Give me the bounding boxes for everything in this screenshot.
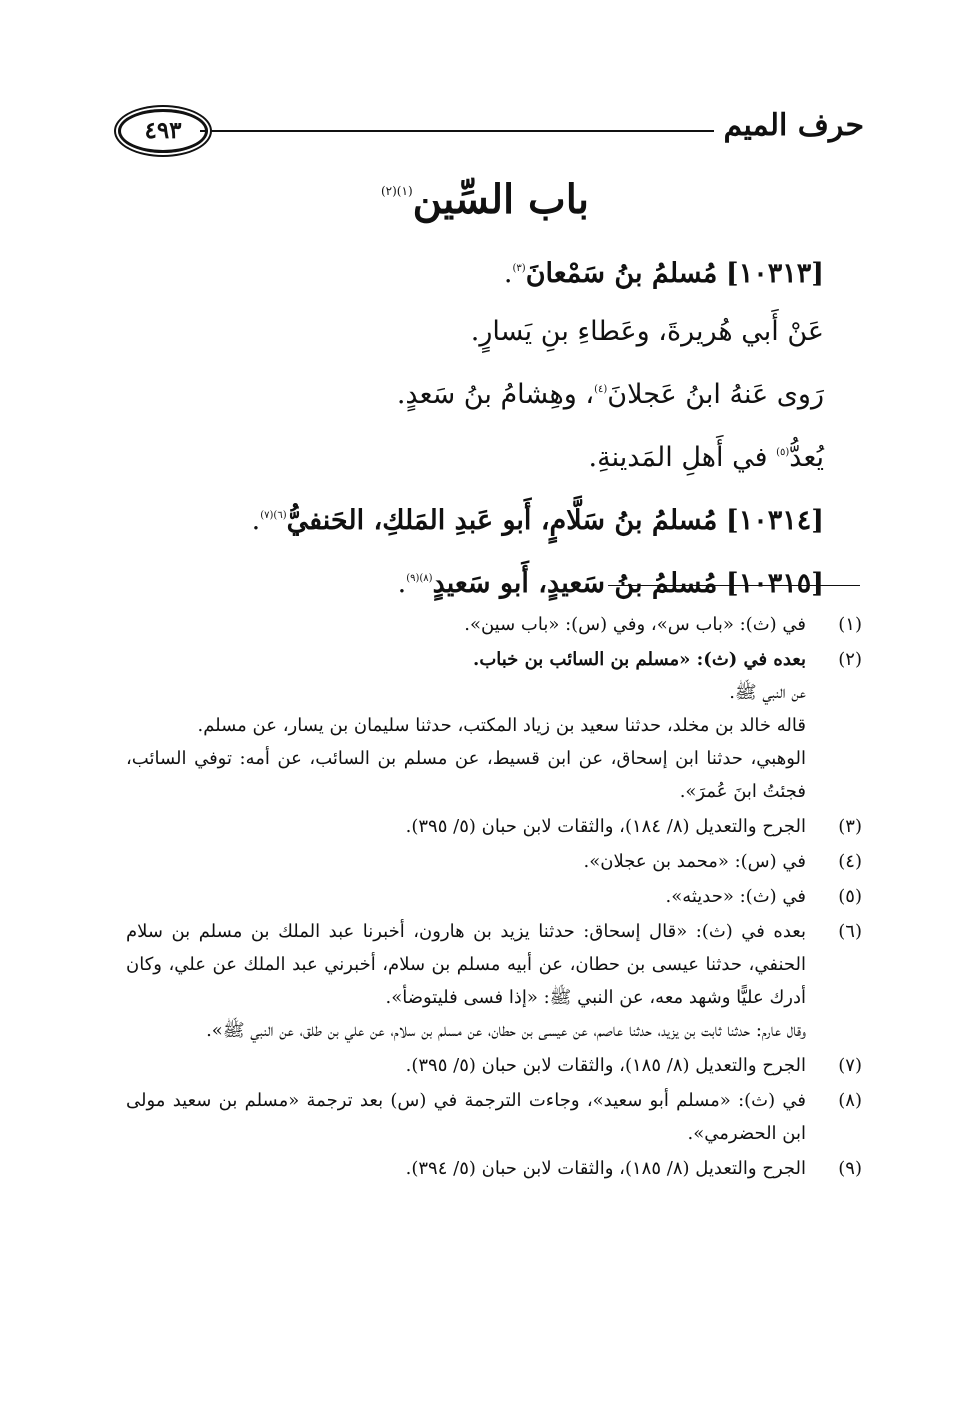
footnote-text: بعده في (ث): «قال إسحاق: حدثنا يزيد بن هارون، أخبرنا عبد الملك بن مسلم بن سلام الحنفي، حدثنا عيسى بن حطان، عن أبيه مسلم بن سلام، أخبرني عبد الملك عن علي، وكان أدرك عليًّا وشهد معه، عن النبي ﷺ: «إذا فسى فليتوضأ». [126,921,806,1008]
footnote-number: (٢) [838,649,862,670]
footnote-8 [126,1084,862,1150]
footnote-text: في (ث): «حديثه». [665,886,806,907]
footnote-number: (٤) [838,851,862,872]
entry-10313-line-3 [134,424,824,487]
footnote-number: (٦) [838,921,862,942]
footnote-1 [126,608,862,641]
footnote-separator [608,585,860,586]
footnote-7 [126,1049,862,1082]
entry-10313-line-1 [134,303,824,361]
entry-10315-heading [134,550,824,613]
footnote-ref: (٥) [776,447,790,458]
footnote-number: (٣) [838,816,862,837]
running-header [118,106,864,152]
footnote-ref: (٦)(٧) [260,510,287,521]
header-rule [200,130,714,132]
page-number: ٤٩٣ [118,109,208,153]
section-name: حرف الميم [723,108,864,143]
entry-text: عَنْ أَبي هُريرةَ، وعَطاءِ بنِ يَسارٍ. [470,316,824,347]
footnote-text: وقال عارم: حدثنا ثابت بن يزيد، حدثنا عاصم، عن عيسى بن حطان، عن مسلم بن سلام، عن علي بن طلق، عن النبي ﷺ». [206,1020,806,1041]
footnote-2 [126,643,862,808]
footnote-text: الجرح والتعديل (٨/ ١٨٥)، والثقات لابن حبان (٥/ ٣٩٤). [405,1158,806,1179]
entry-end: . [503,258,513,289]
chapter-title [0,160,970,231]
footnote-text: بعده في (ث): «مسلم بن السائب بن خباب. [473,649,806,670]
footnote-number: (٧) [838,1055,862,1076]
entry-text: في أَهلِ المَدينةِ. [588,442,777,473]
entry-name: مُسلمُ بنُ سَعيدٍ، أَبو سَعيدٍ [432,568,718,599]
footnote-text: الوهبي، حدثنا ابن إسحاق، عن ابن قسيط، عن مسلم بن السائب، عن أمه: توفي السائب، فجئتُ ابنَ عُمرَ». [126,748,806,802]
entry-name: مُسلمُ بنُ سَلَّامٍ، أَبو عَبدِ المَلكِ، الحَنفيُّ [286,505,718,536]
entry-end: . [397,568,407,599]
entry-text: رَوى عَنهُ ابنُ عَجلانَ [607,379,824,410]
footnote-ref: (٣) [512,263,526,274]
entry-number: [١٠٣١٥] [725,568,824,599]
footnote-text: الجرح والتعديل (٨/ ١٨٤)، والثقات لابن حبان (٥/ ٣٩٥). [405,816,806,837]
footnote-text: قاله خالد بن مخلد، حدثنا سعيد بن زياد المكتب، حدثنا سليمان بن يسار، عن مسلم. [197,715,806,736]
footnote-text: في (س): «محمد بن عجلان». [583,851,806,872]
footnote-text: عن النبي ﷺ. [729,682,806,703]
entry-name: مُسلمُ بنُ سَمْعانَ [525,258,718,289]
footnote-number: (٥) [838,886,862,907]
footnote-9 [126,1152,862,1185]
footnote-4 [126,845,862,878]
entry-10313-heading [134,240,824,303]
footnote-ref: (٤) [594,384,608,395]
footnote-number: (٨) [838,1090,862,1111]
main-text [134,240,824,613]
footnote-text: الجرح والتعديل (٨/ ١٨٥)، والثقات لابن حبان (٥/ ٣٩٥). [405,1055,806,1076]
chapter-title-text: باب السِّين [412,176,590,223]
entry-end: . [251,505,261,536]
entry-text: ، وهِشامُ بنُ سَعدٍ. [396,379,595,410]
footnote-text: في (ث): «باب س»، وفي (س): «باب سين». [464,614,806,635]
entry-text: يُعدُّ [789,442,824,473]
footnote-ref: (٨)(٩) [406,573,433,584]
entry-10313-line-2 [134,361,824,424]
footnote-text: في (ث): «مسلم أبو سعيد»، وجاءت الترجمة في (س) بعد ترجمة «مسلم بن سعيد مولى ابن الحضرمي». [126,1090,806,1144]
footnote-6 [126,915,862,1047]
footnote-5 [126,880,862,913]
footnote-3 [126,810,862,843]
footnotes [126,608,862,1185]
footnote-number: (١) [838,614,862,635]
footnote-number: (٩) [838,1158,862,1179]
entry-10314-heading [134,487,824,550]
entry-number: [١٠٣١٤] [725,505,824,536]
footnote-ref: (١)(٢) [380,184,413,198]
entry-number: [١٠٣١٣] [725,258,824,289]
